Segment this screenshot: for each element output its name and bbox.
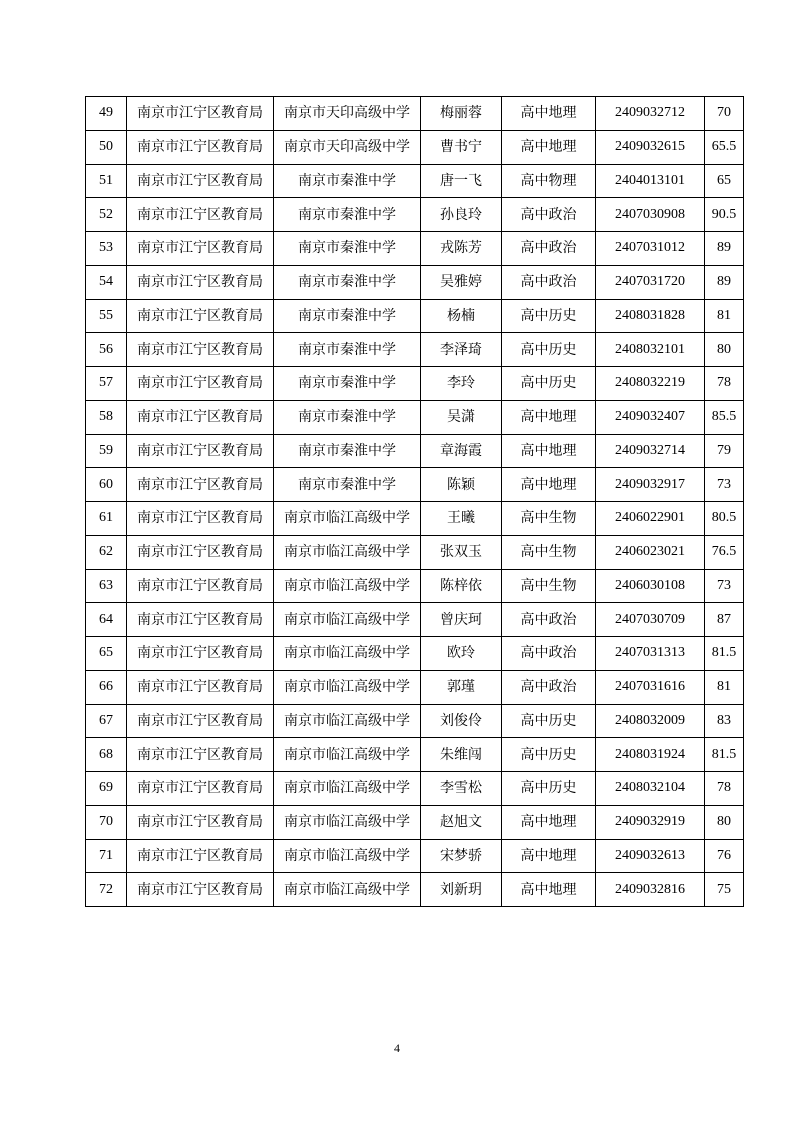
cell-exam-id: 2408032219 bbox=[596, 367, 705, 401]
cell-subject: 高中政治 bbox=[502, 265, 596, 299]
table-row bbox=[86, 502, 744, 536]
cell-school: 南京市临江高级中学 bbox=[274, 670, 421, 704]
cell-school: 南京市临江高级中学 bbox=[274, 569, 421, 603]
cell-row-number: 56 bbox=[86, 333, 127, 367]
cell-subject: 高中政治 bbox=[502, 670, 596, 704]
cell-row-number: 54 bbox=[86, 265, 127, 299]
cell-subject: 高中物理 bbox=[502, 164, 596, 198]
cell-score: 78 bbox=[705, 367, 744, 401]
cell-score: 73 bbox=[705, 569, 744, 603]
cell-exam-id: 2409032615 bbox=[596, 130, 705, 164]
cell-exam-id: 2408032009 bbox=[596, 704, 705, 738]
cell-school: 南京市秦淮中学 bbox=[274, 434, 421, 468]
cell-exam-id: 2409032613 bbox=[596, 839, 705, 873]
cell-score: 76.5 bbox=[705, 535, 744, 569]
table-row bbox=[86, 603, 744, 637]
cell-subject: 高中地理 bbox=[502, 130, 596, 164]
cell-row-number: 66 bbox=[86, 670, 127, 704]
cell-score: 76 bbox=[705, 839, 744, 873]
cell-school: 南京市秦淮中学 bbox=[274, 299, 421, 333]
cell-score: 85.5 bbox=[705, 400, 744, 434]
cell-row-number: 50 bbox=[86, 130, 127, 164]
cell-row-number: 53 bbox=[86, 232, 127, 266]
cell-school: 南京市秦淮中学 bbox=[274, 232, 421, 266]
cell-row-number: 63 bbox=[86, 569, 127, 603]
cell-row-number: 62 bbox=[86, 535, 127, 569]
cell-education-bureau: 南京市江宁区教育局 bbox=[127, 198, 274, 232]
cell-candidate-name: 郭瑾 bbox=[421, 670, 502, 704]
cell-row-number: 68 bbox=[86, 738, 127, 772]
cell-education-bureau: 南京市江宁区教育局 bbox=[127, 333, 274, 367]
cell-score: 80 bbox=[705, 805, 744, 839]
cell-candidate-name: 梅丽蓉 bbox=[421, 97, 502, 131]
table-row bbox=[86, 873, 744, 907]
cell-exam-id: 2407031012 bbox=[596, 232, 705, 266]
cell-candidate-name: 李泽琦 bbox=[421, 333, 502, 367]
cell-candidate-name: 宋梦骄 bbox=[421, 839, 502, 873]
cell-subject: 高中地理 bbox=[502, 873, 596, 907]
page-number: 4 bbox=[394, 1041, 400, 1055]
cell-exam-id: 2409032714 bbox=[596, 434, 705, 468]
cell-subject: 高中地理 bbox=[502, 839, 596, 873]
cell-school: 南京市临江高级中学 bbox=[274, 772, 421, 806]
cell-row-number: 59 bbox=[86, 434, 127, 468]
cell-candidate-name: 刘俊伶 bbox=[421, 704, 502, 738]
cell-row-number: 57 bbox=[86, 367, 127, 401]
cell-subject: 高中地理 bbox=[502, 434, 596, 468]
cell-score: 75 bbox=[705, 873, 744, 907]
cell-subject: 高中地理 bbox=[502, 400, 596, 434]
cell-score: 81.5 bbox=[705, 637, 744, 671]
table-body bbox=[86, 97, 744, 907]
cell-candidate-name: 朱维闯 bbox=[421, 738, 502, 772]
cell-education-bureau: 南京市江宁区教育局 bbox=[127, 130, 274, 164]
table-row bbox=[86, 670, 744, 704]
table-row bbox=[86, 569, 744, 603]
cell-subject: 高中政治 bbox=[502, 198, 596, 232]
table-row bbox=[86, 130, 744, 164]
cell-school: 南京市秦淮中学 bbox=[274, 400, 421, 434]
cell-score: 81.5 bbox=[705, 738, 744, 772]
cell-candidate-name: 赵旭文 bbox=[421, 805, 502, 839]
cell-exam-id: 2404013101 bbox=[596, 164, 705, 198]
cell-school: 南京市秦淮中学 bbox=[274, 468, 421, 502]
cell-row-number: 58 bbox=[86, 400, 127, 434]
cell-subject: 高中历史 bbox=[502, 704, 596, 738]
cell-candidate-name: 章海霞 bbox=[421, 434, 502, 468]
cell-school: 南京市临江高级中学 bbox=[274, 502, 421, 536]
cell-subject: 高中生物 bbox=[502, 502, 596, 536]
table-row bbox=[86, 738, 744, 772]
cell-exam-id: 2408031828 bbox=[596, 299, 705, 333]
table-row bbox=[86, 772, 744, 806]
cell-school: 南京市临江高级中学 bbox=[274, 805, 421, 839]
cell-exam-id: 2406022901 bbox=[596, 502, 705, 536]
cell-candidate-name: 曹书宁 bbox=[421, 130, 502, 164]
cell-education-bureau: 南京市江宁区教育局 bbox=[127, 400, 274, 434]
cell-exam-id: 2408031924 bbox=[596, 738, 705, 772]
cell-candidate-name: 李玲 bbox=[421, 367, 502, 401]
cell-candidate-name: 张双玉 bbox=[421, 535, 502, 569]
cell-row-number: 55 bbox=[86, 299, 127, 333]
cell-education-bureau: 南京市江宁区教育局 bbox=[127, 637, 274, 671]
cell-school: 南京市临江高级中学 bbox=[274, 535, 421, 569]
cell-subject: 高中历史 bbox=[502, 299, 596, 333]
cell-education-bureau: 南京市江宁区教育局 bbox=[127, 772, 274, 806]
cell-row-number: 67 bbox=[86, 704, 127, 738]
cell-education-bureau: 南京市江宁区教育局 bbox=[127, 232, 274, 266]
cell-education-bureau: 南京市江宁区教育局 bbox=[127, 805, 274, 839]
cell-score: 80.5 bbox=[705, 502, 744, 536]
cell-school: 南京市秦淮中学 bbox=[274, 367, 421, 401]
cell-exam-id: 2406023021 bbox=[596, 535, 705, 569]
cell-school: 南京市临江高级中学 bbox=[274, 873, 421, 907]
cell-candidate-name: 曾庆珂 bbox=[421, 603, 502, 637]
cell-school: 南京市秦淮中学 bbox=[274, 164, 421, 198]
cell-school: 南京市天印高级中学 bbox=[274, 130, 421, 164]
cell-exam-id: 2407031616 bbox=[596, 670, 705, 704]
cell-education-bureau: 南京市江宁区教育局 bbox=[127, 367, 274, 401]
cell-education-bureau: 南京市江宁区教育局 bbox=[127, 535, 274, 569]
cell-exam-id: 2407031313 bbox=[596, 637, 705, 671]
cell-row-number: 69 bbox=[86, 772, 127, 806]
table-row bbox=[86, 535, 744, 569]
cell-row-number: 51 bbox=[86, 164, 127, 198]
cell-row-number: 61 bbox=[86, 502, 127, 536]
cell-row-number: 65 bbox=[86, 637, 127, 671]
cell-subject: 高中政治 bbox=[502, 603, 596, 637]
table-row bbox=[86, 805, 744, 839]
cell-subject: 高中历史 bbox=[502, 738, 596, 772]
cell-school: 南京市临江高级中学 bbox=[274, 738, 421, 772]
cell-subject: 高中历史 bbox=[502, 367, 596, 401]
cell-score: 90.5 bbox=[705, 198, 744, 232]
cell-education-bureau: 南京市江宁区教育局 bbox=[127, 468, 274, 502]
cell-score: 89 bbox=[705, 265, 744, 299]
table-row bbox=[86, 468, 744, 502]
cell-candidate-name: 欧玲 bbox=[421, 637, 502, 671]
table-row bbox=[86, 400, 744, 434]
cell-exam-id: 2408032104 bbox=[596, 772, 705, 806]
cell-candidate-name: 孙良玲 bbox=[421, 198, 502, 232]
cell-exam-id: 2407030908 bbox=[596, 198, 705, 232]
cell-score: 89 bbox=[705, 232, 744, 266]
cell-education-bureau: 南京市江宁区教育局 bbox=[127, 502, 274, 536]
cell-subject: 高中历史 bbox=[502, 772, 596, 806]
cell-candidate-name: 吴雅婷 bbox=[421, 265, 502, 299]
cell-score: 79 bbox=[705, 434, 744, 468]
cell-candidate-name: 戎陈芳 bbox=[421, 232, 502, 266]
table-row bbox=[86, 637, 744, 671]
cell-candidate-name: 唐一飞 bbox=[421, 164, 502, 198]
cell-school: 南京市秦淮中学 bbox=[274, 198, 421, 232]
cell-school: 南京市临江高级中学 bbox=[274, 637, 421, 671]
cell-row-number: 70 bbox=[86, 805, 127, 839]
cell-exam-id: 2406030108 bbox=[596, 569, 705, 603]
cell-subject: 高中政治 bbox=[502, 232, 596, 266]
cell-education-bureau: 南京市江宁区教育局 bbox=[127, 299, 274, 333]
cell-score: 65 bbox=[705, 164, 744, 198]
cell-candidate-name: 王曦 bbox=[421, 502, 502, 536]
table-row bbox=[86, 164, 744, 198]
table-row bbox=[86, 198, 744, 232]
cell-exam-id: 2409032917 bbox=[596, 468, 705, 502]
cell-subject: 高中生物 bbox=[502, 569, 596, 603]
cell-exam-id: 2409032712 bbox=[596, 97, 705, 131]
cell-exam-id: 2409032816 bbox=[596, 873, 705, 907]
cell-exam-id: 2409032919 bbox=[596, 805, 705, 839]
cell-candidate-name: 吴潇 bbox=[421, 400, 502, 434]
table-row bbox=[86, 367, 744, 401]
cell-school: 南京市天印高级中学 bbox=[274, 97, 421, 131]
cell-exam-id: 2409032407 bbox=[596, 400, 705, 434]
cell-score: 70 bbox=[705, 97, 744, 131]
cell-score: 81 bbox=[705, 670, 744, 704]
table-row bbox=[86, 265, 744, 299]
cell-education-bureau: 南京市江宁区教育局 bbox=[127, 164, 274, 198]
cell-education-bureau: 南京市江宁区教育局 bbox=[127, 873, 274, 907]
cell-subject: 高中政治 bbox=[502, 637, 596, 671]
cell-education-bureau: 南京市江宁区教育局 bbox=[127, 97, 274, 131]
cell-education-bureau: 南京市江宁区教育局 bbox=[127, 670, 274, 704]
cell-row-number: 49 bbox=[86, 97, 127, 131]
table-row bbox=[86, 97, 744, 131]
table-row bbox=[86, 333, 744, 367]
cell-school: 南京市临江高级中学 bbox=[274, 839, 421, 873]
cell-education-bureau: 南京市江宁区教育局 bbox=[127, 839, 274, 873]
cell-score: 81 bbox=[705, 299, 744, 333]
cell-candidate-name: 刘新玥 bbox=[421, 873, 502, 907]
cell-exam-id: 2407031720 bbox=[596, 265, 705, 299]
cell-candidate-name: 陈颖 bbox=[421, 468, 502, 502]
cell-subject: 高中地理 bbox=[502, 97, 596, 131]
cell-candidate-name: 陈梓依 bbox=[421, 569, 502, 603]
table-row bbox=[86, 299, 744, 333]
cell-subject: 高中历史 bbox=[502, 333, 596, 367]
cell-score: 73 bbox=[705, 468, 744, 502]
cell-score: 80 bbox=[705, 333, 744, 367]
cell-score: 78 bbox=[705, 772, 744, 806]
cell-score: 83 bbox=[705, 704, 744, 738]
cell-education-bureau: 南京市江宁区教育局 bbox=[127, 738, 274, 772]
cell-education-bureau: 南京市江宁区教育局 bbox=[127, 434, 274, 468]
cell-school: 南京市秦淮中学 bbox=[274, 333, 421, 367]
cell-score: 65.5 bbox=[705, 130, 744, 164]
table-row bbox=[86, 839, 744, 873]
cell-subject: 高中地理 bbox=[502, 468, 596, 502]
cell-school: 南京市临江高级中学 bbox=[274, 603, 421, 637]
cell-score: 87 bbox=[705, 603, 744, 637]
cell-row-number: 72 bbox=[86, 873, 127, 907]
cell-row-number: 71 bbox=[86, 839, 127, 873]
cell-row-number: 52 bbox=[86, 198, 127, 232]
cell-subject: 高中地理 bbox=[502, 805, 596, 839]
cell-school: 南京市秦淮中学 bbox=[274, 265, 421, 299]
cell-row-number: 60 bbox=[86, 468, 127, 502]
cell-candidate-name: 李雪松 bbox=[421, 772, 502, 806]
cell-education-bureau: 南京市江宁区教育局 bbox=[127, 569, 274, 603]
table-row bbox=[86, 434, 744, 468]
table-row bbox=[86, 232, 744, 266]
table-row bbox=[86, 704, 744, 738]
results-table bbox=[85, 96, 744, 907]
cell-education-bureau: 南京市江宁区教育局 bbox=[127, 603, 274, 637]
cell-candidate-name: 杨楠 bbox=[421, 299, 502, 333]
cell-education-bureau: 南京市江宁区教育局 bbox=[127, 265, 274, 299]
cell-exam-id: 2407030709 bbox=[596, 603, 705, 637]
cell-subject: 高中生物 bbox=[502, 535, 596, 569]
cell-exam-id: 2408032101 bbox=[596, 333, 705, 367]
cell-education-bureau: 南京市江宁区教育局 bbox=[127, 704, 274, 738]
cell-school: 南京市临江高级中学 bbox=[274, 704, 421, 738]
cell-row-number: 64 bbox=[86, 603, 127, 637]
